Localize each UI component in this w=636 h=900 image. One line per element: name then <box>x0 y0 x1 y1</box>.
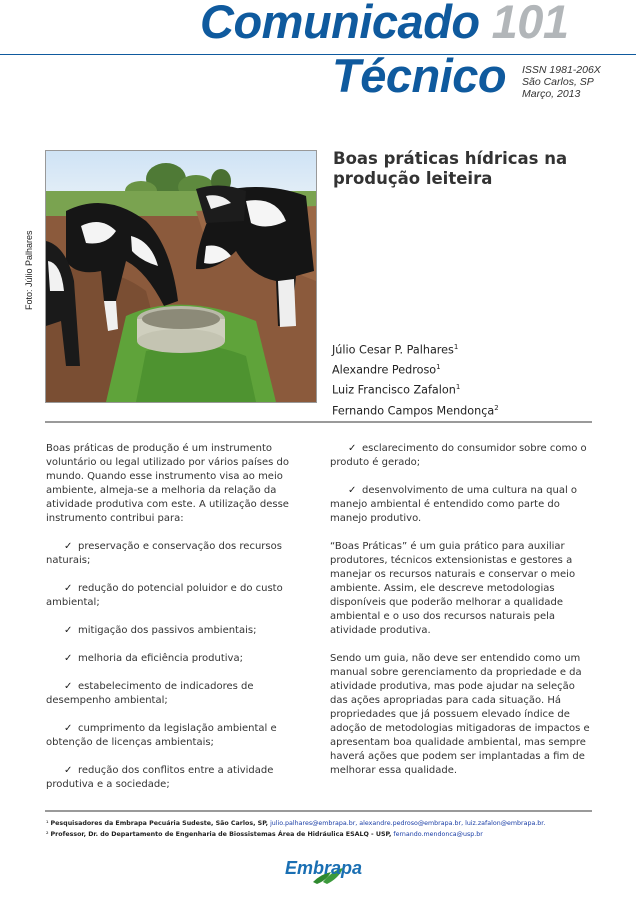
list-item: ✓ preservação e conservação dos recursos naturais; <box>46 541 282 566</box>
footnote-1: ¹ Pesquisadores da Embrapa Pecuária Sudeste, São Carlos, SP, julio.palhares@embrapa.br, alexandre.pedroso@embrapa.br, luiz.zafalon@embrapa.br. <box>46 820 546 827</box>
document-title: Boas práticas hídricas na produção leiteira <box>333 149 568 188</box>
logo-text: Embrapa <box>285 858 363 878</box>
intro-paragraph: Boas práticas de produção é um instrumento voluntário ou legal utilizado por vários países do mundo. Quando esse instrumento visa ao meio ambiente, almeja-se a melhoria da relação da atividade produtiva com este. A utilização desse instrumento contribui para: <box>46 443 290 524</box>
check-icon: ✓ <box>64 625 73 636</box>
check-icon: ✓ <box>348 485 357 496</box>
header-rule <box>0 54 636 55</box>
author-emails-link[interactable]: julio.palhares@embrapa.br, alexandre.pedroso@embrapa.br, luiz.zafalon@embrapa.br. <box>270 820 546 827</box>
check-icon: ✓ <box>64 541 73 552</box>
check-icon: ✓ <box>64 653 73 664</box>
paragraph: “Boas Práticas” é um guia prático para auxiliar produtores, técnicos extensionistas e gestores a manejar os recursos naturais e conservar o meio ambiente. Assim, ele descreve metodologias disponíveis que poderão melhorar a qualidade ambiental e o uso dos recursos naturais pela atividade produtiva. <box>330 541 576 636</box>
paragraph: Sendo um guia, não deve ser entendido como um manual sobre gerenciamento da propriedade e da atividade produtiva, mas pode ajudar na seleção das ações apropriadas para cada situação. Há propriedades que já possuem elevado índice de adoção de metodologias mitigadoras de impactos e apresentam boa qualidade ambiental, mas sempre haverá ações que podem ser implantadas a fim de melhorar essa qualidade. <box>330 653 590 776</box>
footnotes <box>46 818 545 840</box>
author-email-link[interactable]: fernando.mendonca@usp.br <box>393 831 483 838</box>
publication-title-top <box>200 0 569 48</box>
right-column <box>330 442 592 778</box>
check-icon: ✓ <box>64 583 73 594</box>
list-item: ✓ melhoria da eficiência produtiva; <box>64 653 243 664</box>
left-column <box>46 442 296 792</box>
place: São Carlos, SP <box>522 76 594 88</box>
issue-number: 101 <box>491 0 569 48</box>
issn-block <box>522 64 601 100</box>
check-icon: ✓ <box>348 443 357 454</box>
embrapa-logo <box>283 852 363 886</box>
list-item: ✓ estabelecimento de indicadores de desempenho ambiental; <box>46 681 254 706</box>
issn: ISSN 1981-206X <box>522 64 601 76</box>
check-icon: ✓ <box>64 723 73 734</box>
list-item: ✓ redução do potencial poluidor e do custo ambiental; <box>46 583 283 608</box>
section-divider <box>45 421 592 423</box>
cover-photo <box>45 150 317 403</box>
author-name: Fernando Campos Mendonça$^2$ <box>332 403 499 418</box>
list-item: ✓ mitigação dos passivos ambientais; <box>64 625 257 636</box>
cows-drinking-illustration <box>46 151 316 402</box>
check-icon: ✓ <box>64 681 73 692</box>
author-name: Alexandre Pedroso$^1$ <box>332 363 441 377</box>
author-name: Luiz Francisco Zafalon$^1$ <box>332 383 461 398</box>
photo-credit: Foto: Júlio Palhares <box>24 230 34 310</box>
title-word-tecnico: Técnico <box>332 49 507 102</box>
title-word-comunicado: Comunicado <box>200 0 480 48</box>
check-icon: ✓ <box>64 765 73 776</box>
author-list <box>332 339 499 420</box>
author-name: Júlio Cesar P. Palhares$^1$ <box>332 343 459 357</box>
list-item: ✓ esclarecimento do consumidor sobre como o produto é gerado; <box>330 443 587 468</box>
list-item: ✓ desenvolvimento de uma cultura na qual o manejo ambiental é entendido como parte do manejo produtivo. <box>330 485 578 524</box>
footnote-divider <box>45 810 592 812</box>
footnote-2: ² Professor, Dr. do Departamento de Engenharia de Biossistemas Área de Hidráulica ESALQ - USP, fernando.mendonca@usp.br <box>46 831 483 838</box>
date: Março, 2013 <box>522 88 581 100</box>
embrapa-logo-icon <box>283 852 363 886</box>
list-item: ✓ redução dos conflitos entre a atividade produtiva e a sociedade; <box>46 765 274 790</box>
list-item: ✓ cumprimento da legislação ambiental e obtenção de licenças ambientais; <box>46 723 277 748</box>
